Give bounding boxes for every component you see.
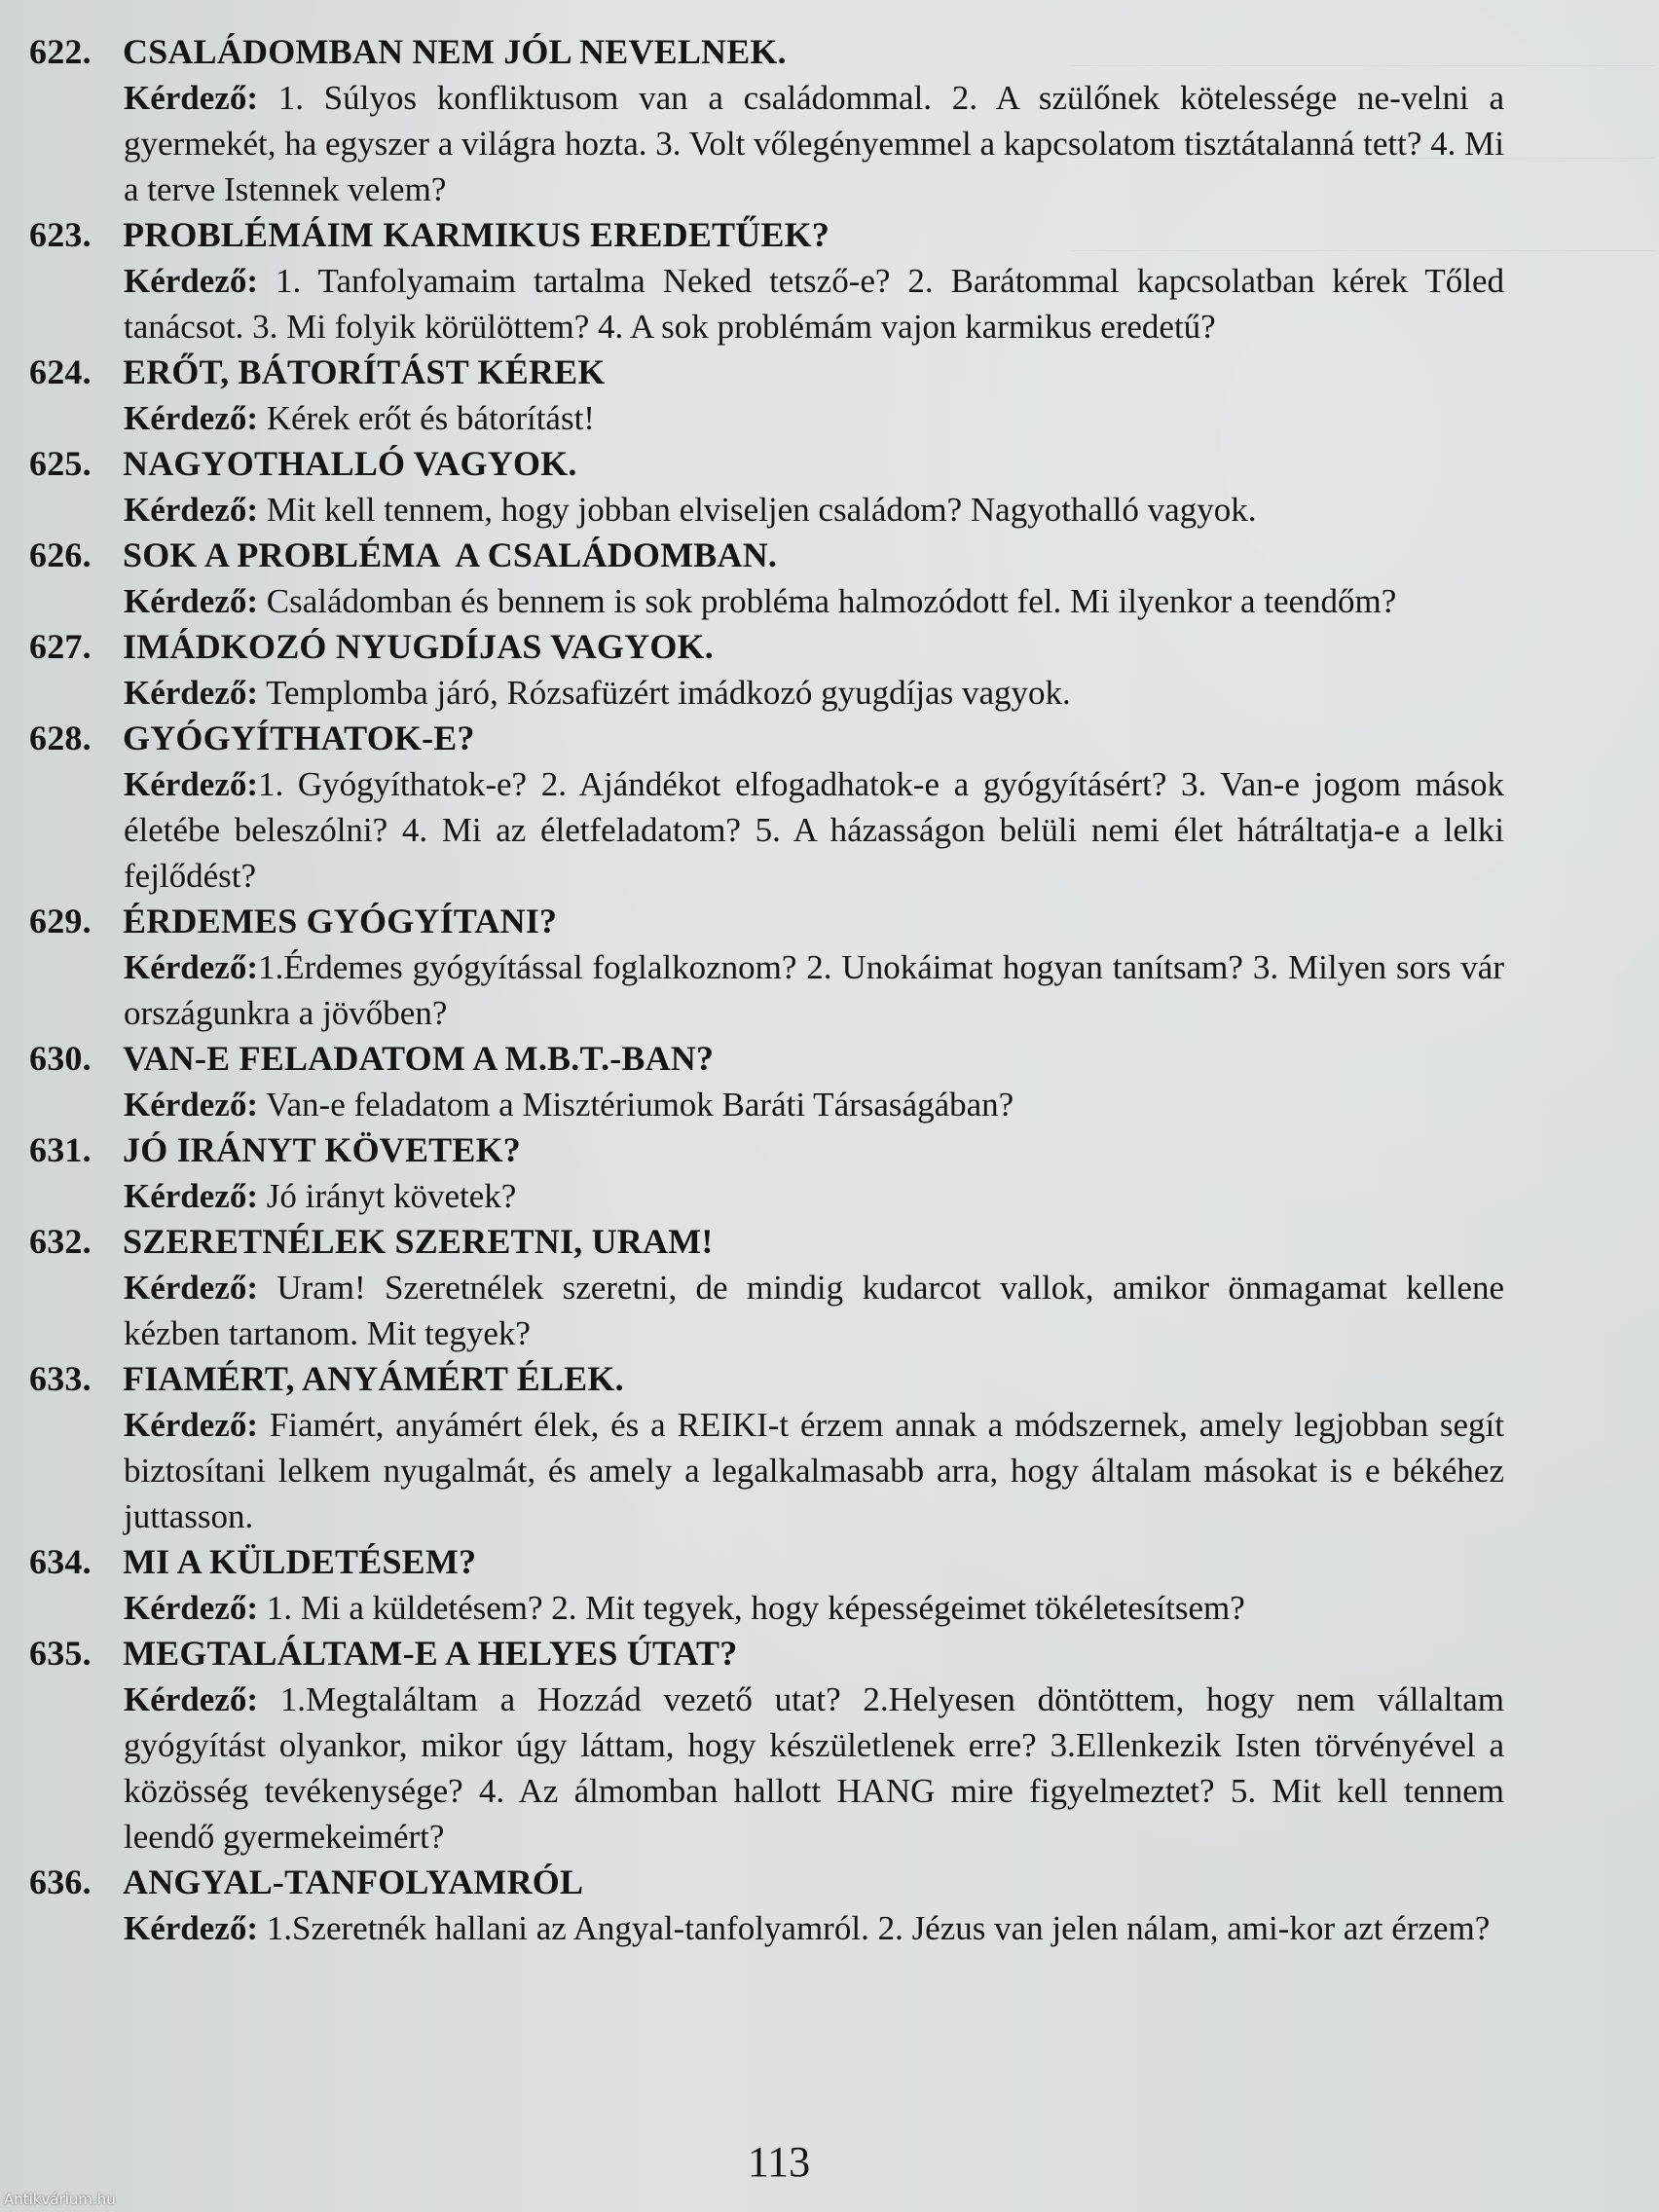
entry-heading	[29, 1127, 1504, 1173]
entry-question	[124, 944, 1504, 1036]
entry-heading	[29, 899, 1504, 944]
entry-title: VAN-E FELADATOM A M.B.T.-BAN?	[123, 1039, 715, 1078]
entry-number: 635.	[29, 1634, 92, 1673]
entry-question	[124, 1585, 1504, 1631]
entry-number: 626.	[29, 535, 92, 574]
question-text: Uram! Szeretnélek szeretni, de mindig kudarcot vallok, amikor önmagamat kellene kézben tartanom. Mit tegyek?	[124, 1269, 1504, 1352]
questioner-label: Kérdező:	[124, 1680, 258, 1718]
entry-635	[29, 1631, 1504, 1860]
entry-number: 622.	[29, 32, 92, 71]
question-text: Templomba járó, Rózsafüzért imádkozó gyugdíjas vagyok.	[257, 674, 1071, 712]
page-number: 113	[747, 2138, 811, 2186]
entry-heading	[29, 441, 1504, 487]
question-text: 1. Tanfolyamaim tartalma Neked tetsző-e? 2. Barátommal kapcsolatban kérek Tőled tanácsot. 3. Mi folyik körülöttem? 4. A sok problémám vajon karmikus eredetű?	[124, 262, 1504, 346]
entry-number: 624.	[29, 352, 92, 391]
question-text: 1. Mi a küldetésem? 2. Mit tegyek, hogy képességeimet tökéletesítsem?	[257, 1589, 1245, 1627]
entry-title: CSALÁDOMBAN NEM JÓL NEVELNEK.	[123, 32, 787, 71]
question-text: Családomban és bennem is sok probléma halmozódott fel. Mi ilyenkor a teendőm?	[257, 582, 1397, 620]
entry-number: 632.	[29, 1222, 92, 1261]
watermark: Antikvárium.hu	[4, 2191, 116, 2208]
question-text: 1.Megtaláltam a Hozzád vezető utat? 2.Helyesen döntöttem, hogy nem vállaltam gyógyítást olyankor, mikor úgy láttam, hogy készületlenek erre? 3.Ellenkezik Isten törvényével a közösség tevékenysége? 4. Az álmomban hallott HANG mire figyelmeztet? 5. Mit kell tennem leendő gyermekeimért?	[124, 1680, 1504, 1856]
question-text: Jó irányt követek?	[257, 1177, 517, 1215]
entry-622	[29, 29, 1504, 212]
entry-heading	[29, 1539, 1504, 1585]
questioner-label: Kérdező:	[124, 1269, 258, 1307]
entry-question	[124, 761, 1504, 899]
entry-number: 634.	[29, 1542, 92, 1581]
question-text: 1. Súlyos konfliktusom van a családommal. 2. A szülőnek kötelessége ne-velni a gyermekét, ha egyszer a világra hozta. 3. Volt vőlegényemmel a kapcsolatom tisztátalanná tett? 4. Mi a terve Istennek velem?	[124, 79, 1504, 208]
entry-question	[124, 1905, 1504, 1951]
entry-question	[124, 1082, 1504, 1127]
questioner-label: Kérdező:	[124, 79, 258, 117]
entry-631	[29, 1127, 1504, 1219]
entry-636	[29, 1860, 1504, 1951]
questioner-label: Kérdező:	[124, 1177, 258, 1215]
entry-title: MEGTALÁLTAM-E A HELYES ÚTAT?	[123, 1634, 738, 1673]
entry-625	[29, 441, 1504, 533]
entry-title: SZERETNÉLEK SZERETNI, URAM!	[123, 1222, 714, 1261]
questioner-label: Kérdező:	[124, 491, 258, 529]
entry-heading	[29, 1036, 1504, 1082]
entry-title: GYÓGYÍTHATOK-E?	[123, 719, 475, 757]
entry-number: 629.	[29, 902, 92, 940]
entry-question	[124, 395, 1504, 441]
question-text: 1. Gyógyíthatok-e? 2. Ajándékot elfogadhatok-e a gyógyításért? 3. Van-e jogom mások életébe beleszólni? 4. Mi az életfeladatom? 5. A házasságon belüli nemi élet hátráltatja-e a lelki fejlődést?	[124, 765, 1504, 895]
entry-628	[29, 716, 1504, 899]
entry-629	[29, 899, 1504, 1036]
entry-heading	[29, 1860, 1504, 1905]
questioner-label: Kérdező:	[124, 948, 258, 986]
entry-634	[29, 1539, 1504, 1631]
entry-627	[29, 624, 1504, 716]
entry-question	[124, 258, 1504, 350]
entry-624	[29, 350, 1504, 441]
entry-heading	[29, 624, 1504, 670]
entry-title: FIAMÉRT, ANYÁMÉRT ÉLEK.	[123, 1359, 624, 1398]
entry-question	[124, 487, 1504, 533]
entry-number: 636.	[29, 1862, 92, 1901]
entry-number: 628.	[29, 719, 92, 757]
questioner-label: Kérdező:	[124, 765, 258, 803]
question-text: Mit kell tennem, hogy jobban elviseljen családom? Nagyothalló vagyok.	[257, 491, 1257, 529]
entry-question	[124, 75, 1504, 212]
entry-question	[124, 670, 1504, 716]
questioner-label: Kérdező:	[124, 399, 258, 437]
entry-number: 633.	[29, 1359, 92, 1398]
entry-title: ERŐT, BÁTORÍTÁST KÉREK	[123, 352, 606, 391]
entry-list	[29, 29, 1504, 1951]
entry-heading	[29, 29, 1504, 75]
entry-title: IMÁDKOZÓ NYUGDÍJAS VAGYOK.	[123, 627, 714, 666]
entry-626	[29, 533, 1504, 624]
entry-question	[124, 1402, 1504, 1539]
question-text: Kérek erőt és bátorítást!	[257, 399, 595, 437]
entry-number: 625.	[29, 444, 92, 483]
question-text: 1.Érdemes gyógyítással foglalkoznom? 2. Unokáimat hogyan tanítsam? 3. Milyen sors vár országunkra a jövőben?	[124, 948, 1504, 1032]
entry-632	[29, 1219, 1504, 1356]
question-text: Fiamért, anyámért élek, és a REIKI-t érzem annak a módszernek, amely legjobban segít biztosítani lelkem nyugalmát, és amely a legalkalmasabb arra, hogy általam másokat is e békéhez juttasson.	[124, 1406, 1504, 1535]
question-text: 1.Szeretnék hallani az Angyal-tanfolyamról. 2. Jézus van jelen nálam, ami-kor azt érzem?	[257, 1909, 1491, 1947]
entry-number: 630.	[29, 1039, 92, 1078]
entry-title: SOK A PROBLÉMA A CSALÁDOMBAN.	[123, 535, 778, 574]
entry-title: ANGYAL-TANFOLYAMRÓL	[123, 1862, 584, 1901]
entry-title: PROBLÉMÁIM KARMIKUS EREDETŰEK?	[123, 215, 830, 254]
questioner-label: Kérdező:	[124, 1589, 258, 1627]
entry-question	[124, 1265, 1504, 1356]
entry-question	[124, 1173, 1504, 1219]
questioner-label: Kérdező:	[124, 1086, 258, 1124]
entry-heading	[29, 716, 1504, 761]
entry-title: JÓ IRÁNYT KÖVETEK?	[123, 1130, 522, 1169]
entry-title: ÉRDEMES GYÓGYÍTANI?	[123, 902, 558, 940]
entry-heading	[29, 1356, 1504, 1402]
entry-623	[29, 212, 1504, 350]
questioner-label: Kérdező:	[124, 582, 258, 620]
entry-heading	[29, 1631, 1504, 1677]
entry-heading	[29, 212, 1504, 258]
entry-heading	[29, 533, 1504, 578]
entry-question	[124, 578, 1504, 624]
questioner-label: Kérdező:	[124, 262, 258, 300]
entry-heading	[29, 1219, 1504, 1265]
entry-633	[29, 1356, 1504, 1539]
questioner-label: Kérdező:	[124, 674, 258, 712]
entry-number: 627.	[29, 627, 92, 666]
entry-title: NAGYOTHALLÓ VAGYOK.	[123, 444, 577, 483]
entry-630	[29, 1036, 1504, 1127]
entry-title: MI A KÜLDETÉSEM?	[123, 1542, 477, 1581]
question-text: Van-e feladatom a Misztériumok Baráti Társaságában?	[257, 1086, 1014, 1124]
entry-number: 631.	[29, 1130, 92, 1169]
entry-number: 623.	[29, 215, 92, 254]
questioner-label: Kérdező:	[124, 1406, 258, 1444]
questioner-label: Kérdező:	[124, 1909, 258, 1947]
entry-question	[124, 1677, 1504, 1860]
entry-heading	[29, 350, 1504, 395]
